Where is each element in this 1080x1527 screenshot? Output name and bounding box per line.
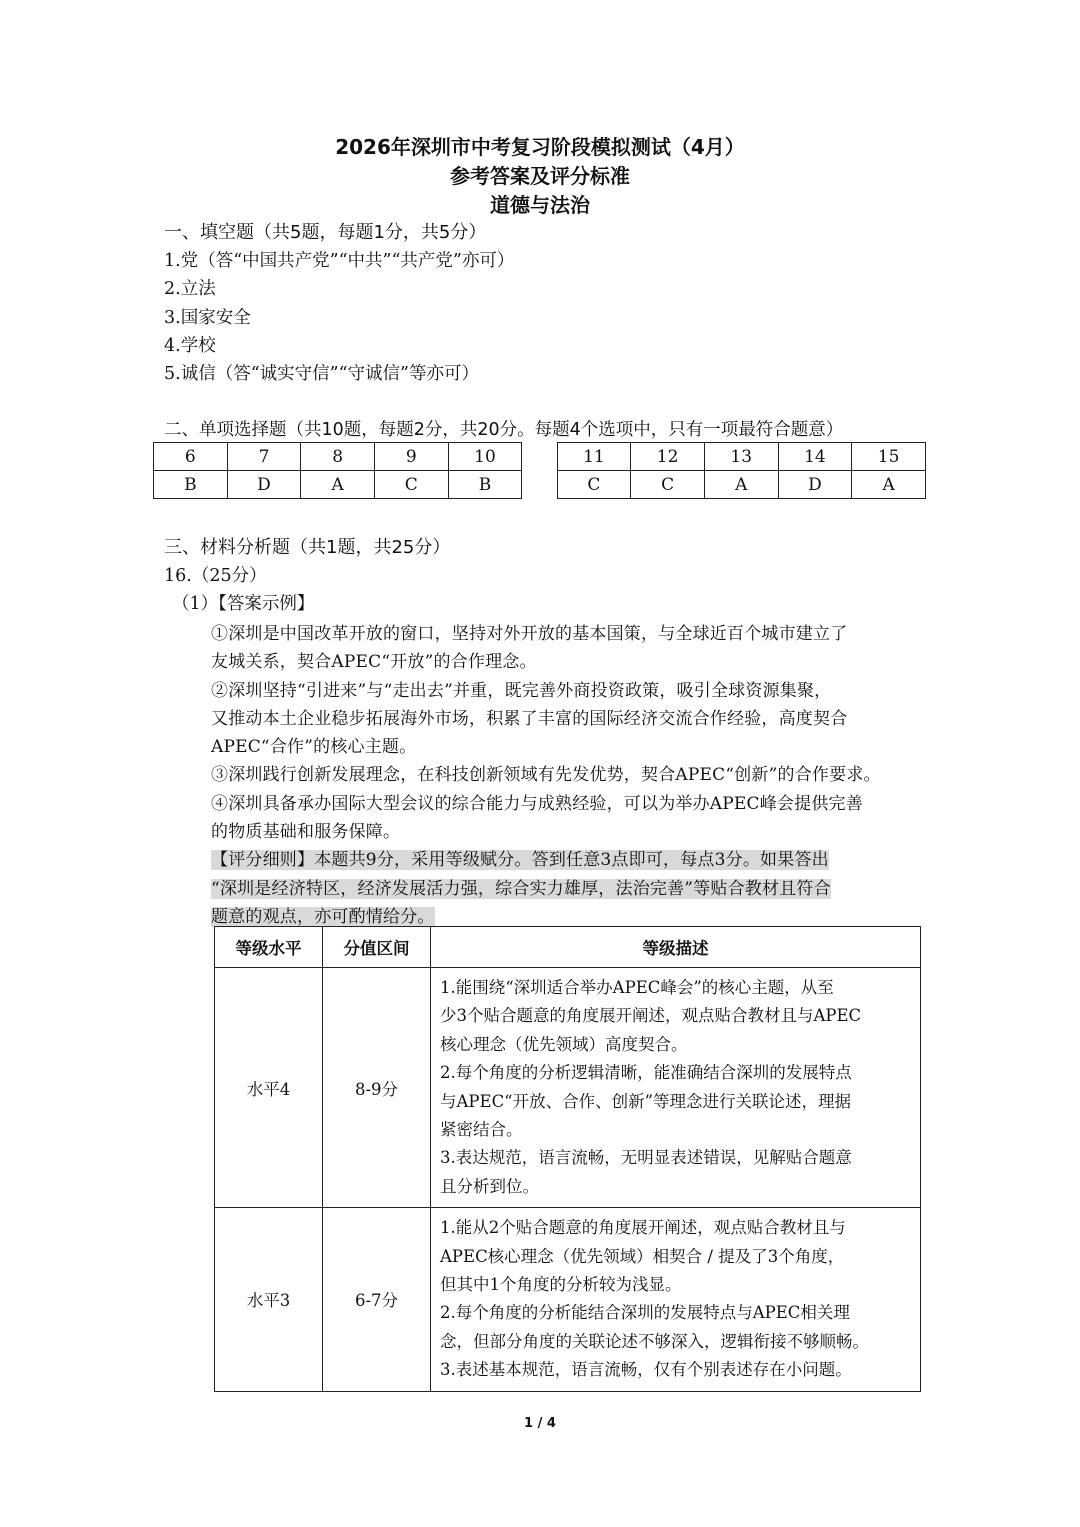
grade-level-table	[214, 926, 921, 1392]
question-number: 15	[852, 443, 926, 471]
grade-desc-line: 2.每个角度的分析能结合深圳的发展特点与APEC相关理	[440, 1303, 850, 1323]
choice-answer-table	[153, 442, 926, 499]
question-number: 8	[301, 443, 375, 471]
answer-cell: B	[448, 471, 522, 499]
answer-cell: D	[227, 471, 301, 499]
answer-line: ③深圳践行创新发展理念，在科技创新领域有先发优势，契合APEC“创新”的合作要求。	[211, 765, 881, 785]
grade-range: 6-7分	[323, 1208, 431, 1391]
question-number: 12	[631, 443, 705, 471]
question-number: 10	[448, 443, 522, 471]
grade-desc-line: 1.能围绕“深圳适合举办APEC峰会”的核心主题，从至	[440, 978, 834, 997]
question-number: 13	[704, 443, 778, 471]
section1-item: 4.学校	[164, 336, 216, 356]
page-number: 1 / 4	[524, 1416, 556, 1431]
grade-desc-line: 紧密结合。	[440, 1120, 523, 1140]
scoring-highlight: 【评分细则】本题共9分，采用等级赋分。答到任意3点即可，每点3分。如果答出	[211, 850, 829, 870]
grade-range: 8-9分	[323, 968, 431, 1208]
answer-cell: A	[301, 471, 375, 499]
grade-row	[215, 968, 921, 1208]
grade-desc-line: 与APEC“开放、合作、创新”等理念进行关联论述，理据	[440, 1091, 852, 1111]
section2-heading: 二、单项选择题（共10题，每题2分，共20分。每题4个选项中，只有一项最符合题意）	[164, 420, 844, 440]
scoring-line	[211, 874, 831, 899]
answer-cell: C	[557, 471, 631, 499]
answer-line: APEC“合作”的核心主题。	[211, 737, 417, 757]
table-gap	[522, 471, 557, 499]
grade-header-desc: 等级描述	[431, 927, 921, 968]
question-number: 6	[154, 443, 228, 471]
question-number: 7	[227, 443, 301, 471]
grade-description	[431, 968, 921, 1208]
scoring-highlight: “深圳是经济特区，经济发展活力强，综合实力雄厚，法治完善”等贴合教材且符合	[211, 879, 831, 899]
answer-cell: B	[154, 471, 228, 499]
grade-header-range: 分值区间	[323, 927, 431, 968]
grade-header-row	[215, 927, 921, 968]
grade-desc-line: 核心理念（优先领域）高度契合。	[440, 1034, 688, 1054]
answer-line: 又推动本土企业稳步拓展海外市场，积累了丰富的国际经济交流合作经验，高度契合	[211, 709, 848, 729]
grade-desc-line: 3.表述基本规范，语言流畅，仅有个别表述存在小问题。	[440, 1360, 852, 1380]
scoring-line	[211, 845, 829, 870]
answer-row	[154, 471, 926, 499]
table-gap	[522, 443, 557, 471]
answer-cell: C	[631, 471, 705, 499]
answer-line: ①深圳是中国改革开放的窗口，坚持对外开放的基本国策，与全球近百个城市建立了	[211, 624, 848, 644]
answer-cell: C	[374, 471, 448, 499]
question-number: 9	[374, 443, 448, 471]
grade-desc-line: 3.表达规范，语言流畅，无明显表述错误，见解贴合题意	[440, 1148, 852, 1168]
question-number: 11	[557, 443, 631, 471]
grade-desc-line: 且分析到位。	[440, 1176, 539, 1196]
grade-description	[431, 1208, 921, 1391]
answer-line: ②深圳坚持“引进来”与“走出去”并重，既完善外商投资政策，吸引全球资源集聚，	[211, 681, 832, 701]
answer-cell: D	[778, 471, 852, 499]
exam-title: 2026年深圳市中考复习阶段模拟测试（4月）	[335, 135, 745, 159]
grade-desc-line: 但其中1个角度的分析较为浅显。	[440, 1275, 682, 1295]
grade-level: 水平3	[215, 1208, 323, 1391]
answer-line: 的物质基础和服务保障。	[211, 822, 401, 842]
grade-level: 水平4	[215, 968, 323, 1208]
section1-item: 1.党（答“中国共产党”“中共”“共产党”亦可）	[164, 251, 515, 271]
grade-desc-line: 少3个贴合题意的角度展开阐述，观点贴合教材且与APEC	[440, 1006, 862, 1026]
question-number: 14	[778, 443, 852, 471]
question-number-row	[154, 443, 926, 471]
grade-row	[215, 1208, 921, 1391]
part1-label: （1）【答案示例】	[172, 594, 315, 614]
answer-cell: A	[704, 471, 778, 499]
question-16-label: 16.（25分）	[164, 566, 267, 586]
grade-desc-line: 念，但部分角度的关联论述不够深入，逻辑衔接不够顺畅。	[440, 1331, 869, 1351]
exam-subject: 道德与法治	[490, 193, 590, 217]
exam-subtitle: 参考答案及评分标准	[450, 164, 630, 188]
grade-desc-line: 1.能从2个贴合题意的角度展开阐述，观点贴合教材且与	[440, 1218, 846, 1238]
answer-cell: A	[852, 471, 926, 499]
answer-line: ④深圳具备承办国际大型会议的综合能力与成熟经验，可以为举办APEC峰会提供完善	[211, 794, 863, 814]
section1-heading: 一、填空题（共5题，每题1分，共5分）	[164, 222, 487, 243]
scoring-line	[211, 902, 435, 927]
scoring-highlight: 题意的观点，亦可酌情给分。	[211, 907, 435, 927]
grade-desc-line: 2.每个角度的分析逻辑清晰，能准确结合深圳的发展特点	[440, 1063, 852, 1083]
grade-header-level: 等级水平	[215, 927, 323, 968]
grade-desc-line: APEC核心理念（优先领域）相契合 / 提及了3个角度，	[440, 1246, 845, 1266]
section3-heading: 三、材料分析题（共1题，共25分）	[164, 537, 451, 558]
section1-item: 3.国家安全	[164, 308, 251, 328]
section1-item: 2.立法	[164, 279, 216, 299]
section1-item: 5.诚信（答“诚实守信”“守诚信”等亦可）	[164, 364, 479, 384]
answer-line: 友城关系，契合APEC“开放”的合作理念。	[211, 652, 537, 672]
